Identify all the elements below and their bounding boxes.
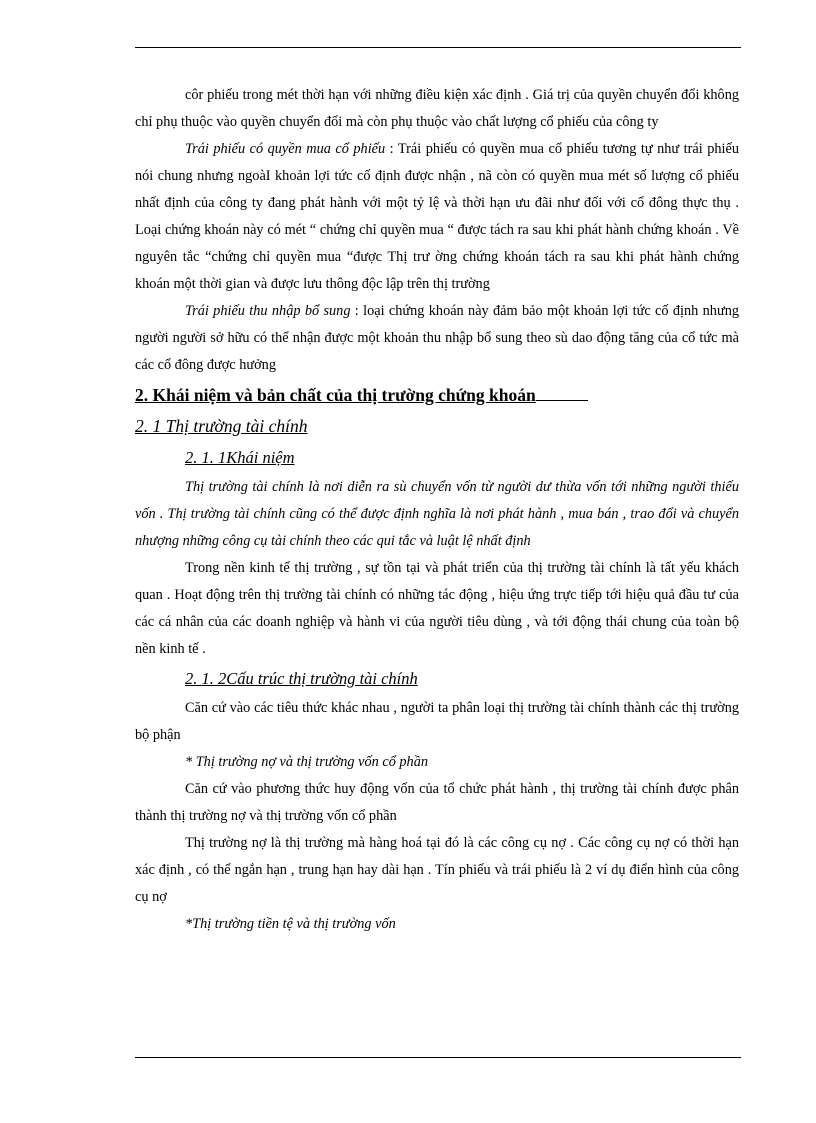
heading-section-2-1: 2. 1 Thị trường tài chính: [135, 416, 308, 436]
paragraph-debt-market: Thị trường nợ là thị trường mà hàng hoá tại đó là các công cụ nợ . Các công cụ nợ có thời hạn xác định , có thể ngắn hạn , trung hạn hay dài hạn . Tín phiếu và trái phiếu là 2 ví dụ điển hình của công cụ nợ: [135, 835, 739, 905]
paragraph-financial-market-role: Trong nền kinh tế thị trường , sự tồn tại và phát triển của thị trường tài chính là tất yếu khách quan . Hoạt động trên thị trường tài chính có những tác động , hiệu ứng trực tiếp tới hiệu quả đầu tư của các cá nhân của các doanh nghiệp và hành vi của người tiêu dùng , và tới động thái chung của toàn bộ nền kinh tế .: [135, 560, 739, 657]
paragraph-structure-intro: Căn cứ vào các tiêu thức khác nhau , người ta phân loại thị trường tài chính thành các thị trường bộ phận: [135, 700, 739, 743]
term-income-bonds: Trái phiếu thu nhập bổ sung: [185, 303, 351, 319]
text-warrant-bonds: : Trái phiếu có quyền mua cổ phiếu tương tự như trái phiếu nói chung nhưng ngoàI khoản lợi tức cố định được nhận , nã còn có quyền mua mét số lượng cổ phiếu nhất định của công ty đang phát hành với một tỷ lệ và thời hạn ưu đãi như đối với cổ đông thực thụ . Loại chứng khoán này có mét “ chứng chỉ quyền mua “ được tách ra sau khi phát hành chứng khoán . Về nguyên tắc “chứng chỉ quyền mua “được Thị trư ờng chứng khoán tách ra sau khi phát hành chứng khoán một thời gian và được lưu thông độc lập trên thị trường: [135, 141, 739, 292]
heading-underline-extension: [536, 386, 588, 401]
heading-section-2-1-2: 2. 1. 2Cấu trúc thị trường tài chính: [185, 669, 418, 688]
heading-section-2-text: 2. Khái niệm và bản chất của thị trường chứng khoán: [135, 385, 536, 405]
header-rule: [135, 47, 741, 48]
heading-section-2-1-1: 2. 1. 1Khái niệm: [185, 448, 295, 467]
text-income-bonds: : loại chứng khoán này đảm bảo một khoản lợi tức cố định nhưng người người sở hữu có thể nhận được một khoản thu nhập bổ sung theo sù dao động tăng của cổ tức mà các cổ đông được hưởng: [135, 303, 739, 373]
footer-rule: [135, 1057, 741, 1058]
paragraph-warrant-bonds: [135, 136, 739, 298]
paragraph-convertible-rights: côr phiếu trong mét thời hạn với những điều kiện xác định . Giá trị của quyền chuyển đổi không chỉ phụ thuộc vào quyền chuyển đổi mà còn phụ thuộc vào chất lượng cổ phiếu của công ty: [135, 87, 739, 130]
paragraph-debt-equity-classification: Căn cứ vào phương thức huy động vốn của tổ chức phát hành , thị trường tài chính được phân thành thị trường nợ và thị trường vốn cổ phần: [135, 781, 739, 824]
paragraph-income-bonds: [135, 298, 739, 379]
document-page: [135, 82, 739, 938]
term-warrant-bonds: Trái phiếu có quyền mua cổ phiếu: [185, 141, 386, 157]
subheading-debt-equity-market: * Thị trường nợ và thị trường vốn cổ phần: [185, 754, 429, 770]
subheading-money-capital-market: *Thị trường tiền tệ và thị trường vốn: [185, 916, 396, 932]
heading-section-2: [135, 380, 739, 410]
paragraph-financial-market-definition: Thị trường tài chính là nơi diễn ra sù chuyển vốn từ người dư thừa vốn tới những người thiếu vốn . Thị trường tài chính cũng có thể được định nghĩa là nơi phát hành , mua bán , trao đổi và chuyển nhượng những công cụ tài chính theo các qui tắc và luật lệ nhất định: [135, 479, 739, 549]
